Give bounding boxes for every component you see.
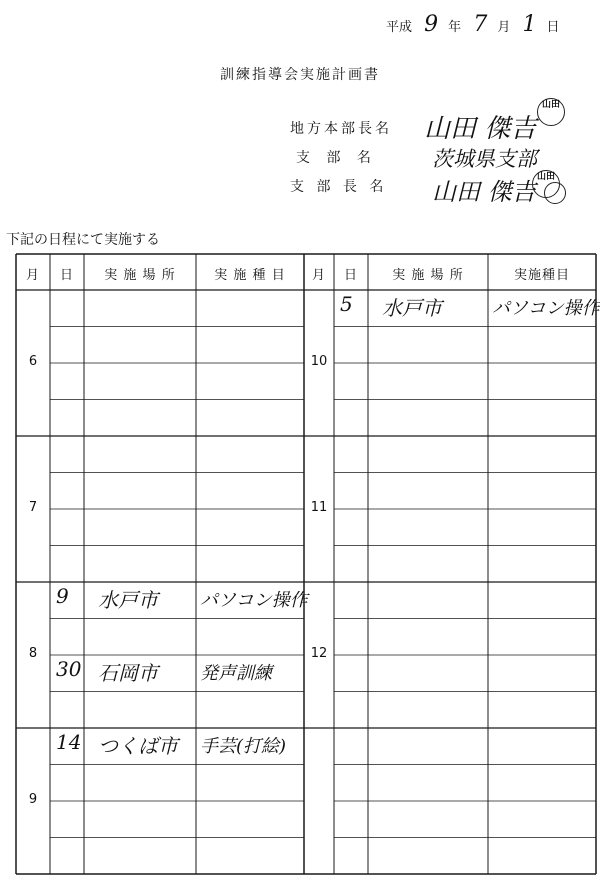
month-label-left: 8 <box>28 646 38 661</box>
chief-label: 地方本部長名 <box>290 121 392 137</box>
month-label-left: 9 <box>28 792 38 807</box>
chief-signature: 山田 傑吉 <box>424 114 537 144</box>
date-month-unit: 月 <box>497 20 511 35</box>
branch-label: 支 部 名 <box>296 150 377 166</box>
entry-day: 30 <box>56 657 82 681</box>
entry-day: 5 <box>340 292 353 316</box>
intro-text: 下記の日程にて実施する <box>6 232 160 248</box>
entry-day: 14 <box>56 730 82 754</box>
month-label-right: 12 <box>310 646 328 661</box>
entry-place: つくば市 <box>98 734 178 758</box>
document-title: 訓練指導会実施計画書 <box>220 67 380 83</box>
date-day-unit: 日 <box>546 20 560 35</box>
column-header: 日 <box>343 268 358 283</box>
branch-name: 茨城県支部 <box>432 147 537 171</box>
date-day: 1 <box>522 12 537 37</box>
month-label-right: 10 <box>310 354 328 369</box>
entry-place: 石岡市 <box>98 661 158 685</box>
column-header: 実施種目 <box>513 268 570 283</box>
month-label-left: 6 <box>28 354 38 369</box>
entry-day: 9 <box>56 584 69 608</box>
date-year: 9 <box>424 12 439 37</box>
entry-place: 水戸市 <box>98 588 158 612</box>
date-era: 平成 <box>386 20 413 35</box>
column-header: 実 施 種 目 <box>214 268 286 283</box>
column-header: 実 施 場 所 <box>392 268 464 283</box>
date-year-unit: 年 <box>448 20 462 35</box>
head-signature: 山田 傑吉 <box>432 178 536 206</box>
head-seal: 山田 <box>532 170 560 198</box>
date-month: 7 <box>473 12 488 37</box>
entry-event: パソコン操作 <box>492 298 600 319</box>
entry-event: 発声訓練 <box>200 663 272 684</box>
chief-seal: 山田 <box>537 98 565 126</box>
entry-place: 水戸市 <box>382 296 442 320</box>
month-label-left: 7 <box>28 500 38 515</box>
column-header: 月 <box>311 268 326 283</box>
entry-event: パソコン操作 <box>200 590 308 611</box>
column-header: 日 <box>59 268 74 283</box>
column-header: 月 <box>25 268 40 283</box>
month-label-right: 11 <box>310 500 328 515</box>
column-header: 実 施 場 所 <box>104 268 176 283</box>
entry-event: 手芸(打絵) <box>200 736 287 757</box>
head-label: 支 部 長 名 <box>290 179 388 195</box>
